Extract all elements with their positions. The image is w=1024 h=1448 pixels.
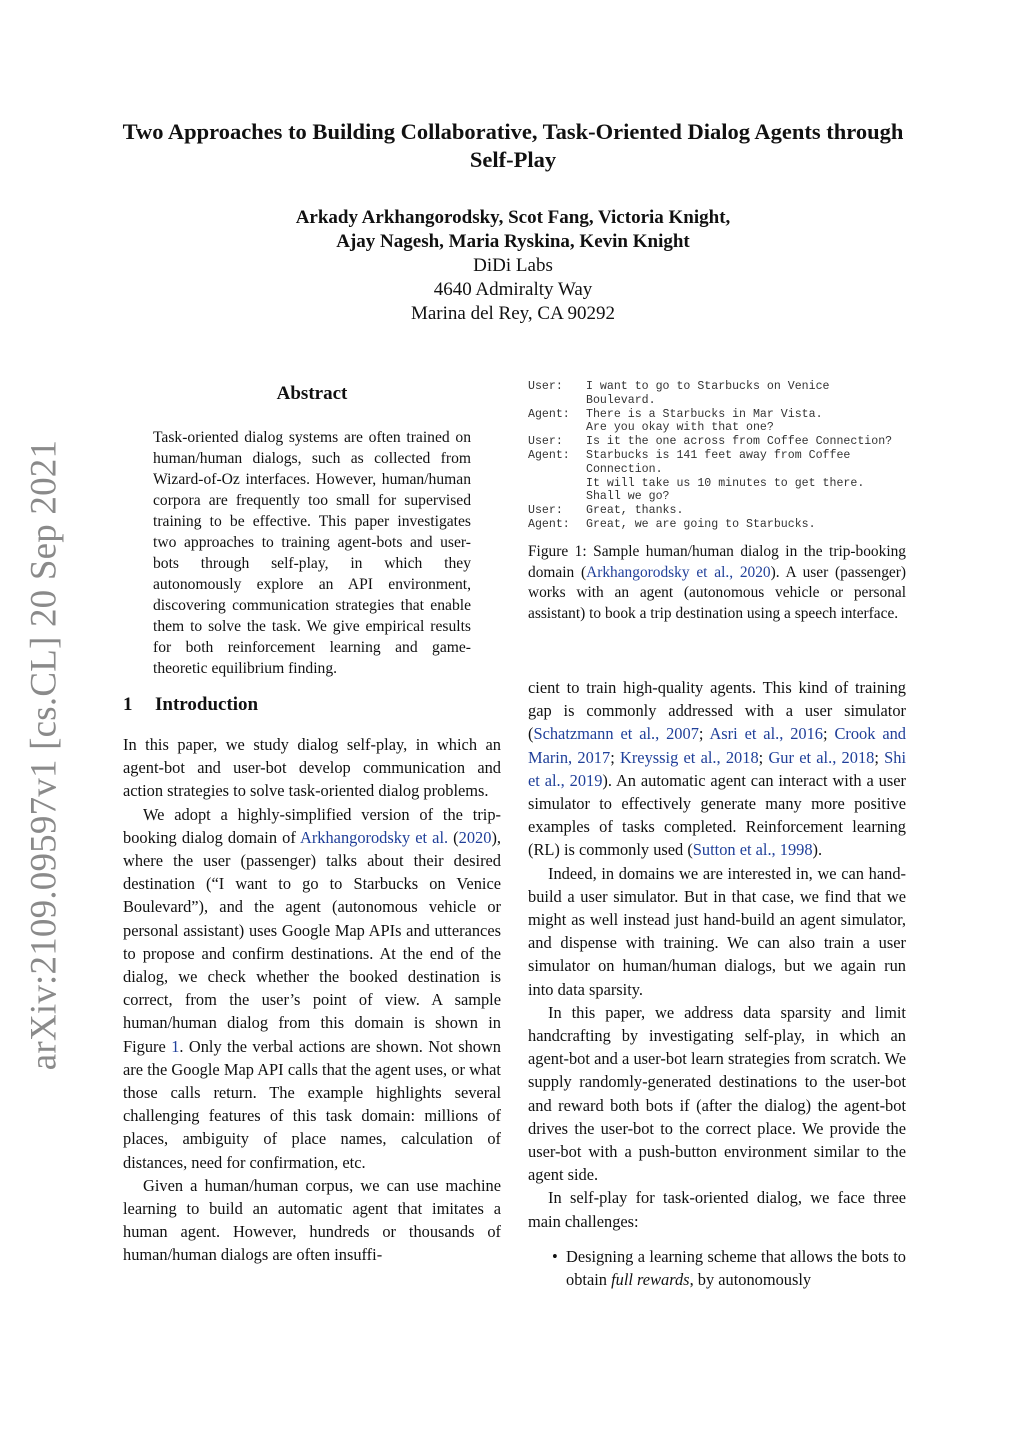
- dialog-speaker: [528, 477, 586, 491]
- affiliation: DiDi Labs: [473, 255, 553, 276]
- dialog-line: [528, 449, 918, 463]
- figure-1-dialog: [528, 380, 918, 532]
- dialog-speaker: [528, 394, 586, 408]
- citation-link[interactable]: Arkhangorodsky et al.: [299, 827, 449, 847]
- dialog-utterance: Is it the one across from Coffee Connection?: [586, 435, 893, 449]
- left-column-body: [123, 733, 501, 1267]
- paragraph-text: (: [448, 827, 459, 847]
- dialog-line: [528, 463, 918, 477]
- paragraph-text: ;: [758, 747, 769, 767]
- dialog-speaker: [528, 421, 586, 435]
- citation-link[interactable]: Gur et al., 2018: [768, 747, 875, 767]
- paragraph-text: Indeed, in domains we are interested in, we can hand-build a user simulator. But in that case, we find that we might as well instead just hand-build an agent simulator, and dispense with training. We can also train a user simulator on human/human dialogs, but we again run into data sparsity.: [528, 863, 906, 999]
- citation-link[interactable]: Kreyssig et al., 2018: [620, 747, 759, 767]
- citation-link[interactable]: Shi et al., 2019: [528, 747, 907, 790]
- address-line-2: Marina del Rey, CA 90292: [410, 303, 616, 324]
- dialog-line: [528, 518, 918, 532]
- paragraph: [528, 1001, 906, 1187]
- citation-link[interactable]: 1: [171, 1036, 180, 1056]
- abstract-text: Task-oriented dialog systems are often trained on human/human dialogs, such as collected from Wizard-of-Oz interfaces. However, human/human corpora are frequently too small for supervised training to be effective. This paper investigates two approaches to training agent-bots and user-bots through self-play, in which they autonomously explore an API environment, discovering communication strategies that enable them to solve the task. We give empirical results for both reinforcement learning and game-theoretic equilibrium finding.: [153, 429, 471, 677]
- paragraph: [123, 1174, 501, 1267]
- dialog-speaker: Agent:: [528, 517, 570, 531]
- dialog-line: [528, 408, 918, 422]
- citation-link[interactable]: 2020: [458, 827, 492, 847]
- paragraph: [528, 676, 906, 862]
- dialog-line: [528, 490, 918, 504]
- paragraph-text: ), where the user (passenger) talks about their desired destination (“I want to go to Starbucks on Venice Boulevard”), and the agent (autonomous vehicle or personal assistant) uses Google Map APIs and utterances to propose and confirm destinations. At the end of the dialog, we check whether the booked destination is correct, from the user’s point of view. A sample human/human dialog from this domain is shown in Figure: [123, 827, 501, 1056]
- arxiv-stamp: [8, 439, 80, 1071]
- dialog-utterance: Great, we are going to Starbucks.: [586, 517, 816, 531]
- dialog-speaker: Agent:: [528, 448, 570, 462]
- paragraph-text: ).: [812, 840, 823, 860]
- paper-title: Two Approaches to Building Collaborative, Task-Oriented Dialog Agents through Self-Play: [122, 119, 904, 172]
- dialog-line: [528, 504, 918, 518]
- paragraph-text: In this paper, we address data sparsity and limit handcrafting by investigating self-play, in which an agent-bot and a user-bot learn strategies from scratch. We supply randomly-generated destinations to the user-bot and reward both bots if (after the dialog) the agent-bot drives the user-bot to the correct place. We provide the user-bot with a push-button environment similar to the agent side.: [528, 1002, 906, 1185]
- dialog-utterance: Boulevard.: [586, 393, 656, 407]
- bullet-emphasis: full rewards: [611, 1270, 690, 1290]
- dialog-speaker: User:: [528, 504, 563, 518]
- caption-text: Figure 1: Sample human/human dialog in the trip-booking domain (: [528, 543, 906, 581]
- dialog-speaker: Agent:: [528, 407, 570, 421]
- dialog-utterance: I want to go to Starbucks on Venice: [586, 380, 830, 393]
- citation-link[interactable]: Schatzmann et al., 2007: [533, 724, 699, 744]
- authors-line-2: Ajay Nagesh, Maria Ryskina, Kevin Knight: [336, 231, 690, 252]
- citation-link[interactable]: Asri et al., 2016: [709, 724, 823, 744]
- dialog-speaker: User:: [528, 435, 563, 449]
- caption-citation[interactable]: Arkhangorodsky et al., 2020: [586, 563, 771, 581]
- dialog-utterance: It will take us 10 minutes to get there.: [586, 476, 865, 490]
- paragraph: [528, 862, 906, 1001]
- paragraph: [123, 803, 501, 1174]
- paragraph-text: In self-play for task-oriented dialog, we face three main challenges:: [528, 1188, 906, 1231]
- dialog-speaker: User:: [528, 380, 563, 393]
- section-title: Introduction: [155, 694, 259, 715]
- citation-link[interactable]: Sutton et al., 1998: [692, 840, 813, 860]
- dialog-speaker: [528, 463, 586, 477]
- right-column-body: [528, 676, 906, 1291]
- abstract-heading: Abstract: [276, 383, 348, 404]
- paragraph-text: ). An automatic agent can interact with a user simulator to effectively generate many more positive examples of tasks completed. Reinforcement learning (RL) is commonly used (: [528, 770, 906, 860]
- paragraph: [123, 733, 501, 803]
- paragraph-text: . Only the verbal actions are shown. Not shown are the Google Map API calls that the agent uses, or what those calls return. The example highlights several challenging features of this task domain: millions of places, ambiguity of place names, calculation of distances, need for confirmation, etc.: [123, 1036, 501, 1172]
- citation-link[interactable]: Crook and Marin, 2017: [528, 724, 906, 767]
- dialog-line: [528, 477, 918, 491]
- figure-caption: [528, 542, 906, 624]
- paragraph-text: ;: [823, 724, 835, 744]
- bullet-text: Designing a learning scheme that allows the bots to obtain: [566, 1246, 906, 1290]
- dialog-line: [528, 394, 918, 408]
- bullet-text-end: , by autonomously: [689, 1270, 812, 1290]
- authors-line-1: Arkady Arkhangorodsky, Scot Fang, Victoria Knight,: [295, 207, 731, 228]
- bullet-item: [528, 1245, 906, 1291]
- dialog-utterance: Great, thanks.: [586, 504, 684, 518]
- paragraph-text: cient to train high-quality agents. This kind of training gap is commonly addressed with a user simulator (: [528, 678, 906, 744]
- dialog-utterance: Starbucks is 141 feet away from Coffee: [586, 448, 851, 462]
- paragraph-text: In this paper, we study dialog self-play, in which an agent-bot and user-bot develop communication and action strategies to solve task-oriented dialog problems.: [123, 735, 501, 801]
- dialog-utterance: Are you okay with that one?: [586, 421, 774, 435]
- paragraph-text: Given a human/human corpus, we can use machine learning to build an automatic agent that imitates a human agent. However, hundreds or thousands of human/human dialogs are often insuffi-: [123, 1175, 501, 1265]
- paragraph: [528, 1186, 906, 1232]
- paragraph-text: ;: [610, 747, 620, 767]
- section-heading: [123, 694, 258, 716]
- paragraph-text: ;: [874, 747, 885, 767]
- dialog-utterance: Shall we go?: [586, 490, 670, 504]
- arxiv-id: arXiv:2109.09597v1 [cs.CL] 20 Sep 2021: [23, 439, 65, 1071]
- paragraph-text: ;: [698, 724, 710, 744]
- address-line-1: 4640 Admiralty Way: [433, 279, 593, 300]
- dialog-speaker: [528, 490, 586, 504]
- author-block: [110, 206, 916, 326]
- section-number: 1: [123, 694, 133, 715]
- dialog-line: [528, 421, 918, 435]
- dialog-utterance: Connection.: [586, 462, 663, 476]
- dialog-utterance: There is a Starbucks in Mar Vista.: [586, 407, 823, 421]
- dialog-line: [528, 435, 918, 449]
- paragraph-text: We adopt a highly-simplified version of the trip-booking dialog domain of: [123, 804, 501, 847]
- caption-text-end: ). A user (passenger) works with an agent (autonomous vehicle or personal assistant) to book a trip destination using a speech interface.: [528, 563, 906, 622]
- dialog-line: [528, 380, 918, 394]
